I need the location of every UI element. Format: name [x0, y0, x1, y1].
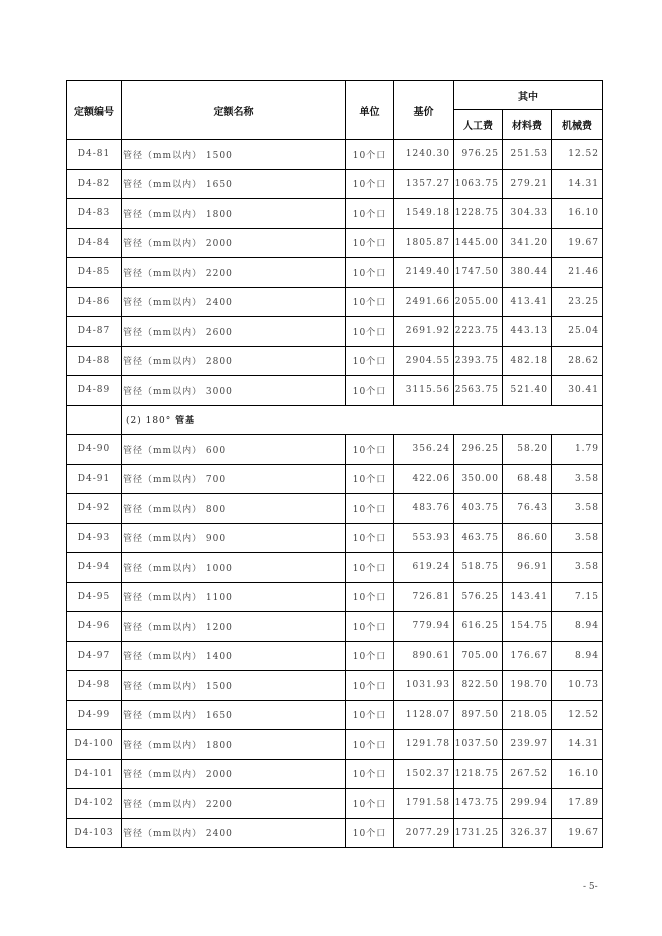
cell-code: D4-85 [67, 258, 122, 288]
cell-material: 218.05 [503, 700, 552, 730]
table-row [67, 759, 603, 789]
cell-material: 521.40 [503, 376, 552, 406]
cell-labor: 2223.75 [454, 317, 503, 347]
cell-unit: 10个口 [346, 700, 394, 730]
cell-unit: 10个口 [346, 435, 394, 465]
cell-name: 管径（mm以内） 800 [122, 494, 346, 524]
header-material: 材料费 [503, 110, 552, 140]
quota-table [66, 80, 603, 848]
cell-material: 251.53 [503, 140, 552, 170]
table-row [67, 140, 603, 170]
table-row [67, 612, 603, 642]
cell-empty [67, 405, 122, 435]
cell-code: D4-101 [67, 759, 122, 789]
cell-material: 68.48 [503, 464, 552, 494]
cell-name: 管径（mm以内） 1200 [122, 612, 346, 642]
cell-base: 2691.92 [394, 317, 454, 347]
cell-unit: 10个口 [346, 730, 394, 760]
cell-labor: 1445.00 [454, 228, 503, 258]
section-prefix: (2) 180° [126, 416, 172, 427]
cell-name: 管径（mm以内） 1650 [122, 700, 346, 730]
cell-code: D4-90 [67, 435, 122, 465]
table-row [67, 700, 603, 730]
cell-base: 1128.07 [394, 700, 454, 730]
cell-code: D4-92 [67, 494, 122, 524]
table-row [67, 523, 603, 553]
table-row [67, 671, 603, 701]
cell-unit: 10个口 [346, 523, 394, 553]
cell-code: D4-97 [67, 641, 122, 671]
cell-labor: 705.00 [454, 641, 503, 671]
table-row [67, 730, 603, 760]
cell-labor: 616.25 [454, 612, 503, 642]
cell-code: D4-89 [67, 376, 122, 406]
cell-name: 管径（mm以内） 1000 [122, 553, 346, 583]
cell-labor: 518.75 [454, 553, 503, 583]
cell-unit: 10个口 [346, 346, 394, 376]
cell-labor: 2055.00 [454, 287, 503, 317]
table-row [67, 789, 603, 819]
cell-material: 482.18 [503, 346, 552, 376]
cell-name: 管径（mm以内） 2200 [122, 258, 346, 288]
table-row [67, 818, 603, 848]
cell-code: D4-91 [67, 464, 122, 494]
cell-machine: 8.94 [552, 612, 603, 642]
cell-labor: 1731.25 [454, 818, 503, 848]
header-labor: 人工费 [454, 110, 503, 140]
cell-material: 154.75 [503, 612, 552, 642]
cell-material: 76.43 [503, 494, 552, 524]
cell-name: 管径（mm以内） 2400 [122, 818, 346, 848]
table-row [67, 553, 603, 583]
cell-name: 管径（mm以内） 600 [122, 435, 346, 465]
table-row [67, 258, 603, 288]
cell-name: 管径（mm以内） 2400 [122, 287, 346, 317]
table-row [67, 169, 603, 199]
cell-labor: 2563.75 [454, 376, 503, 406]
cell-labor: 463.75 [454, 523, 503, 553]
table-row [67, 494, 603, 524]
cell-base: 1031.93 [394, 671, 454, 701]
cell-labor: 1473.75 [454, 789, 503, 819]
cell-unit: 10个口 [346, 228, 394, 258]
cell-name: 管径（mm以内） 1800 [122, 730, 346, 760]
cell-unit: 10个口 [346, 199, 394, 229]
cell-labor: 350.00 [454, 464, 503, 494]
cell-base: 619.24 [394, 553, 454, 583]
cell-unit: 10个口 [346, 582, 394, 612]
cell-code: D4-102 [67, 789, 122, 819]
cell-unit: 10个口 [346, 287, 394, 317]
header-machine: 机械费 [552, 110, 603, 140]
cell-machine: 12.52 [552, 700, 603, 730]
cell-material: 279.21 [503, 169, 552, 199]
cell-material: 380.44 [503, 258, 552, 288]
cell-code: D4-87 [67, 317, 122, 347]
cell-machine: 19.67 [552, 228, 603, 258]
cell-name: 管径（mm以内） 700 [122, 464, 346, 494]
table-row [67, 199, 603, 229]
cell-unit: 10个口 [346, 317, 394, 347]
cell-base: 726.81 [394, 582, 454, 612]
cell-name: 管径（mm以内） 2200 [122, 789, 346, 819]
cell-base: 1549.18 [394, 199, 454, 229]
cell-code: D4-99 [67, 700, 122, 730]
header-name: 定额名称 [122, 81, 346, 140]
cell-labor: 897.50 [454, 700, 503, 730]
cell-material: 413.41 [503, 287, 552, 317]
cell-name: 管径（mm以内） 3000 [122, 376, 346, 406]
cell-material: 96.91 [503, 553, 552, 583]
table-row [67, 287, 603, 317]
page-number: - 5- [583, 882, 598, 892]
table-row [67, 582, 603, 612]
cell-unit: 10个口 [346, 464, 394, 494]
table-row [67, 435, 603, 465]
cell-labor: 403.75 [454, 494, 503, 524]
cell-machine: 16.10 [552, 759, 603, 789]
cell-base: 553.93 [394, 523, 454, 553]
cell-material: 267.52 [503, 759, 552, 789]
cell-code: D4-103 [67, 818, 122, 848]
cell-name: 管径（mm以内） 2800 [122, 346, 346, 376]
cell-material: 86.60 [503, 523, 552, 553]
cell-labor: 296.25 [454, 435, 503, 465]
cell-base: 1791.58 [394, 789, 454, 819]
cell-material: 304.33 [503, 199, 552, 229]
table-row [67, 641, 603, 671]
cell-code: D4-88 [67, 346, 122, 376]
cell-labor: 976.25 [454, 140, 503, 170]
cell-labor: 576.25 [454, 582, 503, 612]
cell-labor: 2393.75 [454, 346, 503, 376]
cell-material: 58.20 [503, 435, 552, 465]
table-row [67, 228, 603, 258]
cell-unit: 10个口 [346, 818, 394, 848]
cell-machine: 8.94 [552, 641, 603, 671]
cell-machine: 3.58 [552, 464, 603, 494]
cell-name: 管径（mm以内） 2600 [122, 317, 346, 347]
table-row [67, 464, 603, 494]
cell-base: 1357.27 [394, 169, 454, 199]
cell-unit: 10个口 [346, 553, 394, 583]
header-code: 定额编号 [67, 81, 122, 140]
cell-machine: 21.46 [552, 258, 603, 288]
cell-name: 管径（mm以内） 1500 [122, 140, 346, 170]
cell-base: 483.76 [394, 494, 454, 524]
cell-name: 管径（mm以内） 2000 [122, 228, 346, 258]
cell-machine: 3.58 [552, 553, 603, 583]
cell-base: 1291.78 [394, 730, 454, 760]
cell-code: D4-100 [67, 730, 122, 760]
section-row [67, 405, 603, 435]
cell-name: 管径（mm以内） 1650 [122, 169, 346, 199]
header-of-which: 其中 [454, 81, 603, 110]
cell-unit: 10个口 [346, 140, 394, 170]
cell-unit: 10个口 [346, 759, 394, 789]
cell-material: 143.41 [503, 582, 552, 612]
cell-code: D4-86 [67, 287, 122, 317]
cell-machine: 30.41 [552, 376, 603, 406]
cell-material: 239.97 [503, 730, 552, 760]
cell-machine: 23.25 [552, 287, 603, 317]
cell-base: 1240.30 [394, 140, 454, 170]
cell-code: D4-83 [67, 199, 122, 229]
cell-unit: 10个口 [346, 641, 394, 671]
cell-machine: 19.67 [552, 818, 603, 848]
cell-machine: 7.15 [552, 582, 603, 612]
cell-base: 356.24 [394, 435, 454, 465]
cell-base: 2904.55 [394, 346, 454, 376]
cell-base: 779.94 [394, 612, 454, 642]
cell-machine: 25.04 [552, 317, 603, 347]
table-row [67, 346, 603, 376]
table-row [67, 317, 603, 347]
header-unit: 单位 [346, 81, 394, 140]
cell-code: D4-95 [67, 582, 122, 612]
cell-machine: 28.62 [552, 346, 603, 376]
cell-code: D4-93 [67, 523, 122, 553]
cell-labor: 1063.75 [454, 169, 503, 199]
cell-machine: 14.31 [552, 730, 603, 760]
cell-base: 2077.29 [394, 818, 454, 848]
cell-material: 443.13 [503, 317, 552, 347]
cell-unit: 10个口 [346, 789, 394, 819]
cell-unit: 10个口 [346, 671, 394, 701]
cell-labor: 1218.75 [454, 759, 503, 789]
cell-name: 管径（mm以内） 1500 [122, 671, 346, 701]
cell-labor: 1037.50 [454, 730, 503, 760]
cell-material: 299.94 [503, 789, 552, 819]
cell-name: 管径（mm以内） 1400 [122, 641, 346, 671]
cell-unit: 10个口 [346, 169, 394, 199]
cell-machine: 10.73 [552, 671, 603, 701]
cell-name: 管径（mm以内） 1800 [122, 199, 346, 229]
cell-labor: 822.50 [454, 671, 503, 701]
cell-base: 1805.87 [394, 228, 454, 258]
cell-machine: 12.52 [552, 140, 603, 170]
cell-labor: 1228.75 [454, 199, 503, 229]
cell-machine: 16.10 [552, 199, 603, 229]
section-name: 管基 [175, 416, 196, 427]
cell-base: 1502.37 [394, 759, 454, 789]
cell-material: 176.67 [503, 641, 552, 671]
header-base-price: 基价 [394, 81, 454, 140]
cell-machine: 1.79 [552, 435, 603, 465]
cell-unit: 10个口 [346, 494, 394, 524]
section-title [122, 405, 603, 435]
table-row [67, 376, 603, 406]
cell-code: D4-94 [67, 553, 122, 583]
cell-name: 管径（mm以内） 1100 [122, 582, 346, 612]
cell-material: 198.70 [503, 671, 552, 701]
cell-labor: 1747.50 [454, 258, 503, 288]
cell-material: 326.37 [503, 818, 552, 848]
cell-base: 3115.56 [394, 376, 454, 406]
cell-machine: 3.58 [552, 494, 603, 524]
cell-base: 2491.66 [394, 287, 454, 317]
cell-base: 890.61 [394, 641, 454, 671]
cell-base: 422.06 [394, 464, 454, 494]
cell-name: 管径（mm以内） 2000 [122, 759, 346, 789]
cell-base: 2149.40 [394, 258, 454, 288]
cell-unit: 10个口 [346, 376, 394, 406]
cell-code: D4-84 [67, 228, 122, 258]
cell-machine: 3.58 [552, 523, 603, 553]
cell-machine: 14.31 [552, 169, 603, 199]
cell-code: D4-82 [67, 169, 122, 199]
cell-code: D4-98 [67, 671, 122, 701]
cell-material: 341.20 [503, 228, 552, 258]
cell-code: D4-81 [67, 140, 122, 170]
cell-unit: 10个口 [346, 258, 394, 288]
cell-machine: 17.89 [552, 789, 603, 819]
cell-code: D4-96 [67, 612, 122, 642]
cell-name: 管径（mm以内） 900 [122, 523, 346, 553]
cell-unit: 10个口 [346, 612, 394, 642]
